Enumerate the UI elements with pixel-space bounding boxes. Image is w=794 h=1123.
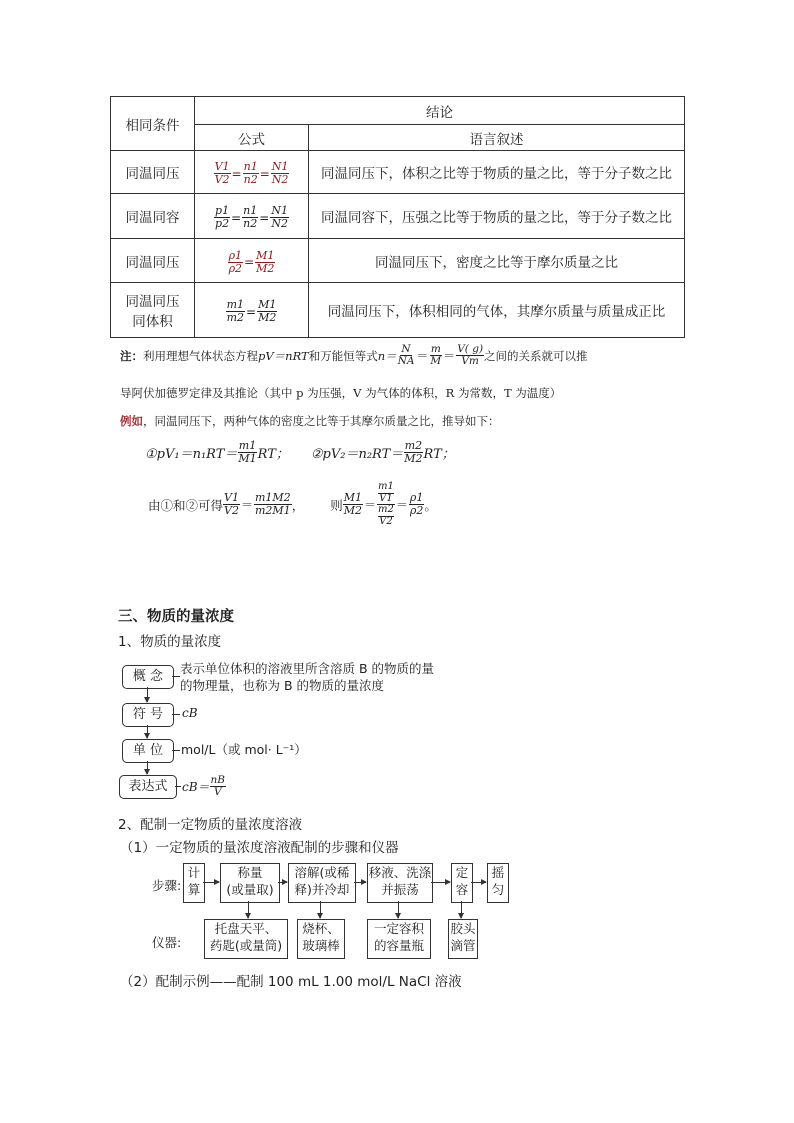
row-statement: 同温同压下，体积之比等于物质的量之比，等于分子数之比	[309, 151, 685, 194]
row-condition: 同温同压	[111, 239, 195, 283]
frac-den: V2	[214, 173, 230, 186]
frac-num: ρ1	[228, 248, 243, 262]
frac-num: V1	[214, 160, 230, 174]
header-condition: 相同条件	[111, 97, 195, 151]
down-arrow	[147, 761, 148, 774]
row-formula: $\frac{V1}{V2}$ = $\frac{n1}{n2}$ = $\frac{N1}{N2}$	[195, 151, 309, 194]
example-line	[120, 413, 500, 429]
down-arrow	[147, 687, 148, 702]
derivation-result: 由①和②可得 $\frac{V1}{V2}$ ＝ $\frac{m1M2}{m2M1}$ ， 则 $\frac{M1}{M2}$ ＝ $\frac{\frac{m1}{V1}}{\frac{m2}{V2}}$ ＝ $\frac{\rho 1}{\rho 2}$ 。	[148, 481, 437, 527]
unit-box: 单 位	[122, 739, 174, 763]
frac-num: m1	[378, 481, 394, 492]
frac-num: n1	[243, 160, 258, 174]
frac-den: M2	[258, 311, 277, 324]
frac-den: M	[430, 355, 442, 368]
section-heading: 三、物质的量浓度	[118, 609, 234, 625]
frac-num: M1	[258, 298, 277, 312]
from-text: 由①和②可得	[148, 497, 224, 513]
right-arrow	[431, 882, 450, 883]
frac-den: p2	[215, 217, 230, 230]
eq1-right: RT；	[257, 446, 289, 462]
frac-num: ρ1	[409, 491, 424, 505]
symbol-box: 符 号	[122, 703, 174, 727]
frac-num: V1	[224, 491, 239, 505]
frac-den: ρ2	[409, 504, 424, 517]
frac-den: M1	[238, 451, 257, 465]
down-arrow	[147, 725, 148, 738]
comparison-table	[110, 96, 685, 338]
right-arrow	[471, 882, 486, 883]
header-formula: 公式	[195, 125, 309, 151]
right-arrow	[203, 882, 219, 883]
derivation-equations	[145, 440, 455, 464]
note-formula: n＝	[377, 348, 397, 363]
instrument-box: 烧杯、 玻璃棒	[297, 919, 345, 959]
down-arrow	[248, 901, 249, 918]
row-statement: 同温同压下，体积相同的气体，其摩尔质量与质量成正比	[309, 283, 685, 338]
table-row	[111, 151, 685, 194]
header-statement: 语言叙述	[309, 125, 685, 151]
down-arrow	[461, 901, 462, 918]
row-statement: 同温同压下，密度之比等于摩尔质量之比	[309, 239, 685, 283]
frac-den: N2	[271, 173, 289, 186]
condition-line: 同温同压	[125, 294, 180, 310]
subsection-1: 1、物质的量浓度	[118, 634, 222, 650]
connector	[172, 714, 180, 715]
instruments-label: 仪器:	[152, 935, 182, 950]
frac-num: m1	[238, 439, 257, 452]
then-text: 则	[330, 497, 343, 513]
example-text: ，同温同压下，两种气体的密度之比等于其摩尔质量之比，推导如下：	[143, 414, 500, 428]
row-condition: 同温同压	[111, 151, 195, 194]
table-row	[111, 194, 685, 239]
step-box: 溶解(或稀 释)并冷却	[288, 863, 356, 903]
note-line-1: 注： 利用理想气体状态方程 pV＝nRT 和万能恒等式 n＝ $\frac{N}{NA}$ ＝ $\frac{m}{M}$ ＝ $\frac{V( g)}{Vm}$ 之间的关系就可以推	[120, 343, 588, 368]
eq1-left: ①pV₁＝n₁RT＝	[145, 446, 238, 462]
frac-den: V2	[379, 515, 393, 527]
frac-den: V	[213, 786, 222, 799]
frac-num: m2	[378, 504, 394, 515]
note-formula: pV＝nRT	[258, 348, 309, 363]
note-line-2: 导阿伏加德罗定律及其推论（其中 p 为压强，V 为气体的体积，R 为常数，T 为温度）	[120, 386, 562, 400]
step-box: 称量 (或量取)	[220, 863, 280, 903]
note-text: 利用理想气体状态方程	[143, 348, 258, 363]
frac-den: M2	[343, 504, 362, 517]
row-condition: 同温同容	[111, 194, 195, 239]
frac-num: m1	[226, 298, 245, 312]
frac-num: N1	[271, 160, 289, 174]
table-row	[111, 239, 685, 283]
steps-label: 步骤:	[152, 878, 182, 893]
frac-den: V2	[224, 504, 239, 517]
frac-num: m	[430, 343, 441, 355]
subsection-2-1: （1）一定物质的量浓度溶液配制的步骤和仪器	[120, 840, 399, 856]
frac-num: V( g)	[457, 343, 484, 355]
frac-den: n2	[243, 217, 258, 230]
expression-box: 表达式	[119, 775, 177, 799]
frac-den: Vm	[461, 355, 479, 368]
frac-den: m2M1	[254, 504, 291, 517]
subsection-2-2: （2）配制示例——配制 100 mL 1.00 mol/L NaCl 溶液	[120, 974, 462, 990]
frac-den: NA	[397, 355, 415, 368]
expression-value	[182, 775, 226, 798]
instrument-box: 一定容积 的容量瓶	[367, 919, 431, 959]
example-label: 例如	[120, 414, 143, 428]
row-statement: 同温同容下，压强之比等于物质的量之比，等于分子数之比	[309, 194, 685, 239]
concept-box: 概 念	[122, 665, 174, 689]
row-condition	[111, 283, 195, 338]
header-conclusion: 结论	[195, 97, 685, 125]
eq2-left: ②pV₂＝n₂RT＝	[310, 446, 404, 462]
connector	[172, 750, 180, 751]
frac-den: N2	[271, 217, 288, 230]
symbol-value: cB	[182, 706, 198, 720]
step-box: 摇匀	[487, 863, 509, 903]
down-arrow	[398, 901, 399, 918]
connector	[175, 786, 181, 787]
frac-num: nB	[210, 774, 226, 786]
frac-num: N	[401, 343, 411, 355]
connector	[172, 676, 180, 677]
frac-den: M2	[256, 261, 275, 275]
row-formula: $\frac{\rho 1}{\rho 2}$ = $\frac{M1}{M2}$	[195, 239, 309, 283]
frac-num: m1M2	[254, 491, 291, 505]
eq2-right: RT；	[423, 446, 455, 462]
subsection-2: 2、配制一定物质的量浓度溶液	[118, 817, 303, 833]
frac-num: m2	[404, 439, 423, 452]
frac-num: M1	[343, 491, 362, 505]
note-text: 之间的关系就可以推	[484, 348, 588, 363]
expr-left: cB＝	[182, 780, 210, 795]
step-box: 定容	[451, 863, 473, 903]
instrument-box: 胶头 滴管	[448, 919, 478, 959]
frac-den: M2	[404, 451, 423, 465]
row-formula: $\frac{m1}{m2}$ = $\frac{M1}{M2}$	[195, 283, 309, 338]
step-box: 移液、洗涤 并振荡	[367, 863, 433, 903]
table-row	[111, 283, 685, 338]
frac-den: n2	[243, 173, 258, 186]
instrument-box: 托盘天平、 药匙(或量筒)	[204, 919, 288, 959]
right-arrow	[354, 882, 366, 883]
concept-text-line: 表示单位体积的溶液里所含溶质 B 的物质的量	[180, 661, 435, 676]
note-prefix: 注：	[120, 348, 143, 363]
note-text: 和万能恒等式	[308, 348, 378, 363]
frac-den: V1	[379, 492, 393, 504]
frac-num: p1	[215, 204, 230, 218]
row-formula: $\frac{p1}{p2}$ = $\frac{n1}{n2}$ = $\frac{N1}{N2}$	[195, 194, 309, 239]
frac-den: m2	[226, 311, 245, 324]
frac-num: M1	[256, 248, 275, 262]
right-arrow	[278, 882, 287, 883]
unit-value: mol/L（或 mol· L⁻¹）	[181, 742, 307, 757]
condition-line: 同体积	[132, 314, 173, 330]
step-box: 计算	[183, 863, 205, 903]
frac-den: ρ2	[228, 261, 243, 275]
down-arrow	[320, 901, 321, 918]
concept-text-line: 的物理量，也称为 B 的物质的量浓度	[180, 678, 385, 693]
frac-num: n1	[243, 204, 258, 218]
frac-num: N1	[271, 204, 288, 218]
concept-text	[180, 660, 434, 694]
